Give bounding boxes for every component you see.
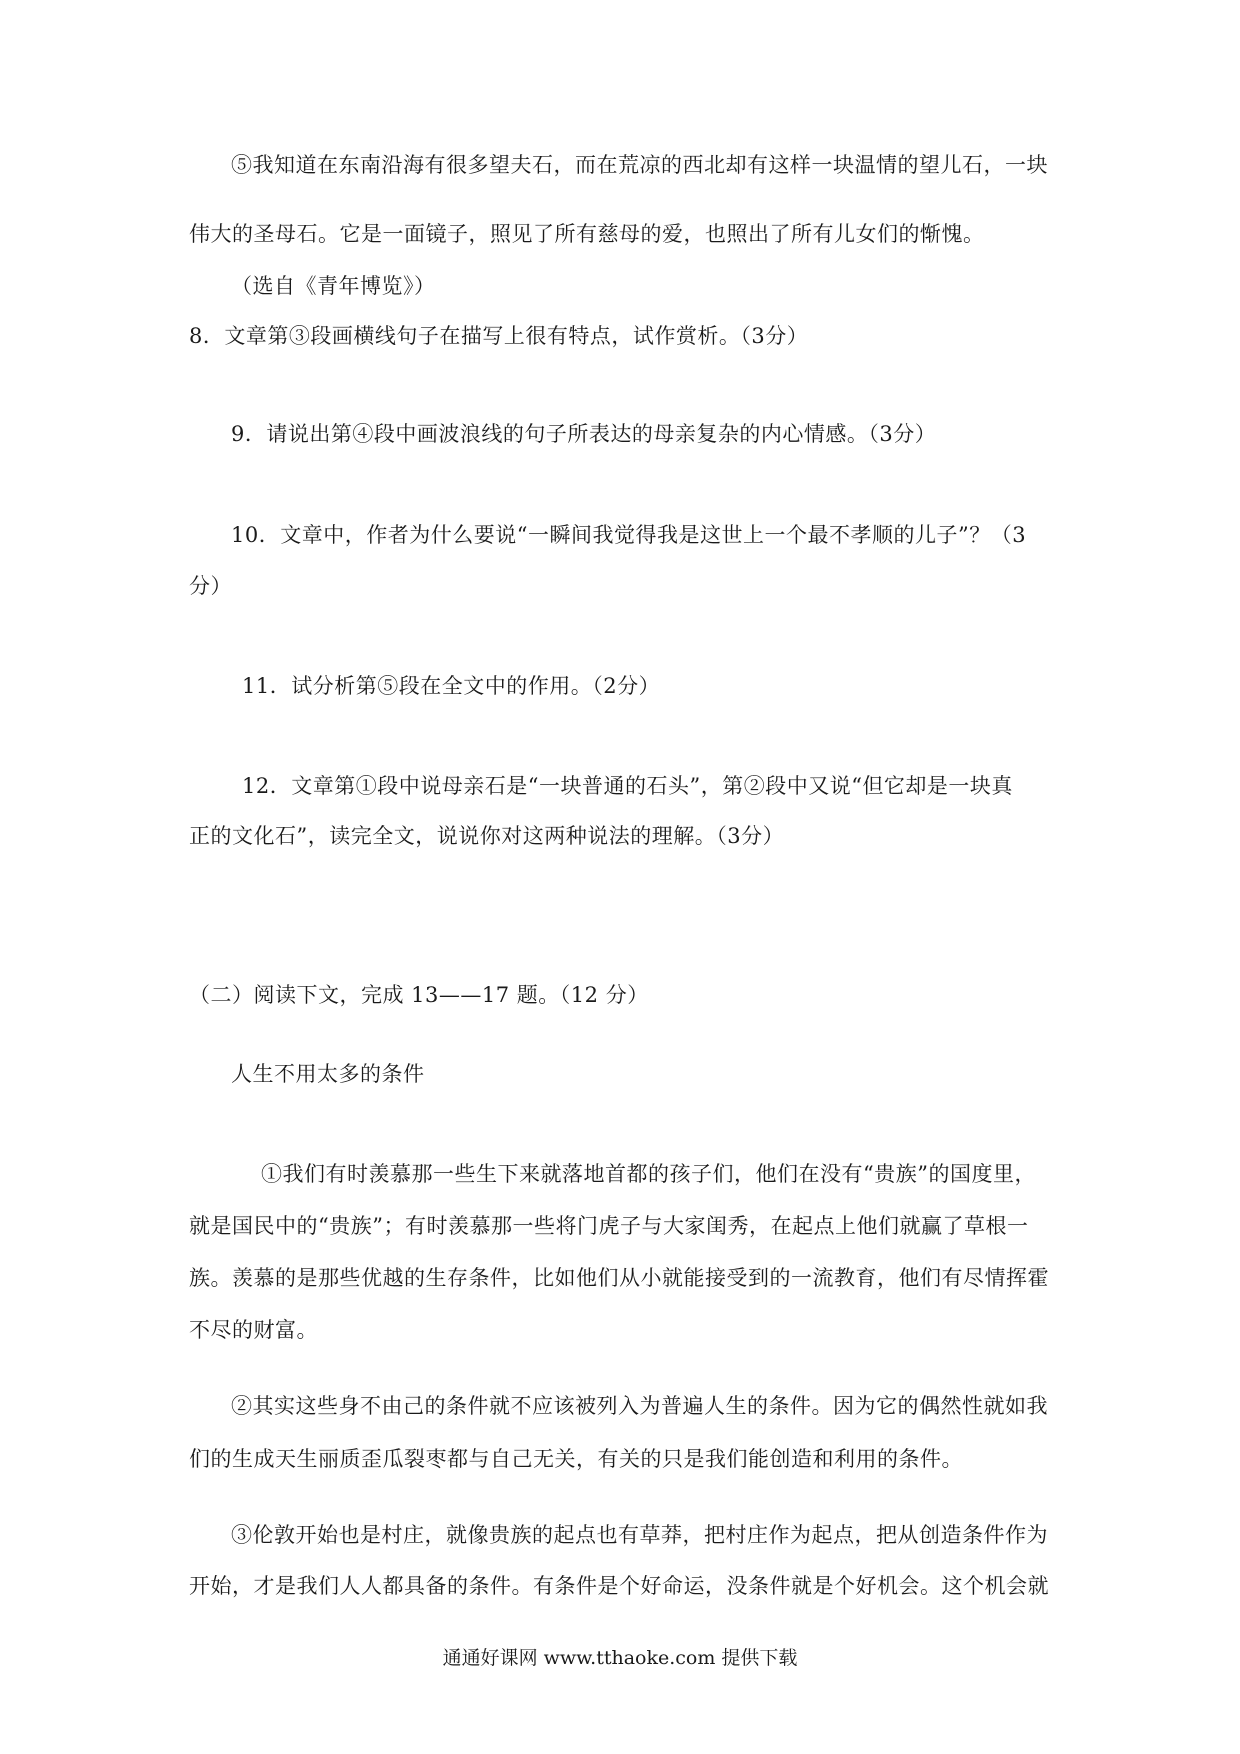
question-9: 9．请说出第④段中画波浪线的句子所表达的母亲复杂的内心情感。（3分） [231,422,937,446]
article-title: 人生不用太多的条件 [231,1062,425,1086]
article-para-3-line-2: 开始，才是我们人人都具备的条件。有条件是个好命运，没条件就是个好机会。这个机会就 [189,1574,1049,1598]
question-11: 11．试分析第⑤段在全文中的作用。（2分） [242,674,661,698]
question-8: 8．文章第③段画横线句子在描写上很有特点，试作赏析。（3分） [189,324,809,348]
article-para-3-line-1: ③伦敦开始也是村庄，就像贵族的起点也有草莽，把村庄作为起点，把从创造条件作为 [231,1523,1048,1547]
paragraph-5-line-2: 伟大的圣母石。它是一面镜子，照见了所有慈母的爱，也照出了所有儿女们的惭愧。 [189,222,985,246]
question-10-line-2: 分） [189,574,232,598]
question-12-line-1: 12．文章第①段中说母亲石是“一块普通的石头”，第②段中又说“但它却是一块真 [242,774,1013,798]
article-para-2-line-2: 们的生成天生丽质歪瓜裂枣都与自己无关，有关的只是我们能创造和利用的条件。 [189,1447,963,1471]
section-two-heading: （二）阅读下文，完成 13——17 题。（12 分） [189,983,649,1007]
article-para-2-line-1: ②其实这些身不由己的条件就不应该被列入为普遍人生的条件。因为它的偶然性就如我 [231,1394,1048,1418]
article-para-1-line-4: 不尽的财富。 [189,1318,318,1342]
question-12-line-2: 正的文化石”，读完全文，说说你对这两种说法的理解。（3分） [189,824,785,848]
article-para-1-line-3: 族。羡慕的是那些优越的生存条件，比如他们从小就能接受到的一流教育，他们有尽情挥霍 [189,1266,1049,1290]
question-10-line-1: 10．文章中，作者为什么要说“一瞬间我觉得我是这世上一个最不孝顺的儿子”？（3 [231,523,1027,547]
passage-source: （选自《青年博览》） [231,274,436,298]
page-footer: 通通好课网 www.tthaoke.com 提供下载 [442,1647,798,1669]
article-para-1-line-2: 就是国民中的“贵族”；有时羡慕那一些将门虎子与大家闺秀，在起点上他们就赢了草根一 [189,1214,1029,1238]
article-para-1-line-1: ①我们有时羡慕那一些生下来就落地首都的孩子们，他们在没有“贵族”的国度里， [261,1162,1036,1186]
paragraph-5-line-1: ⑤我知道在东南沿海有很多望夫石，而在荒凉的西北却有这样一块温情的望儿石，一块 [231,153,1048,177]
